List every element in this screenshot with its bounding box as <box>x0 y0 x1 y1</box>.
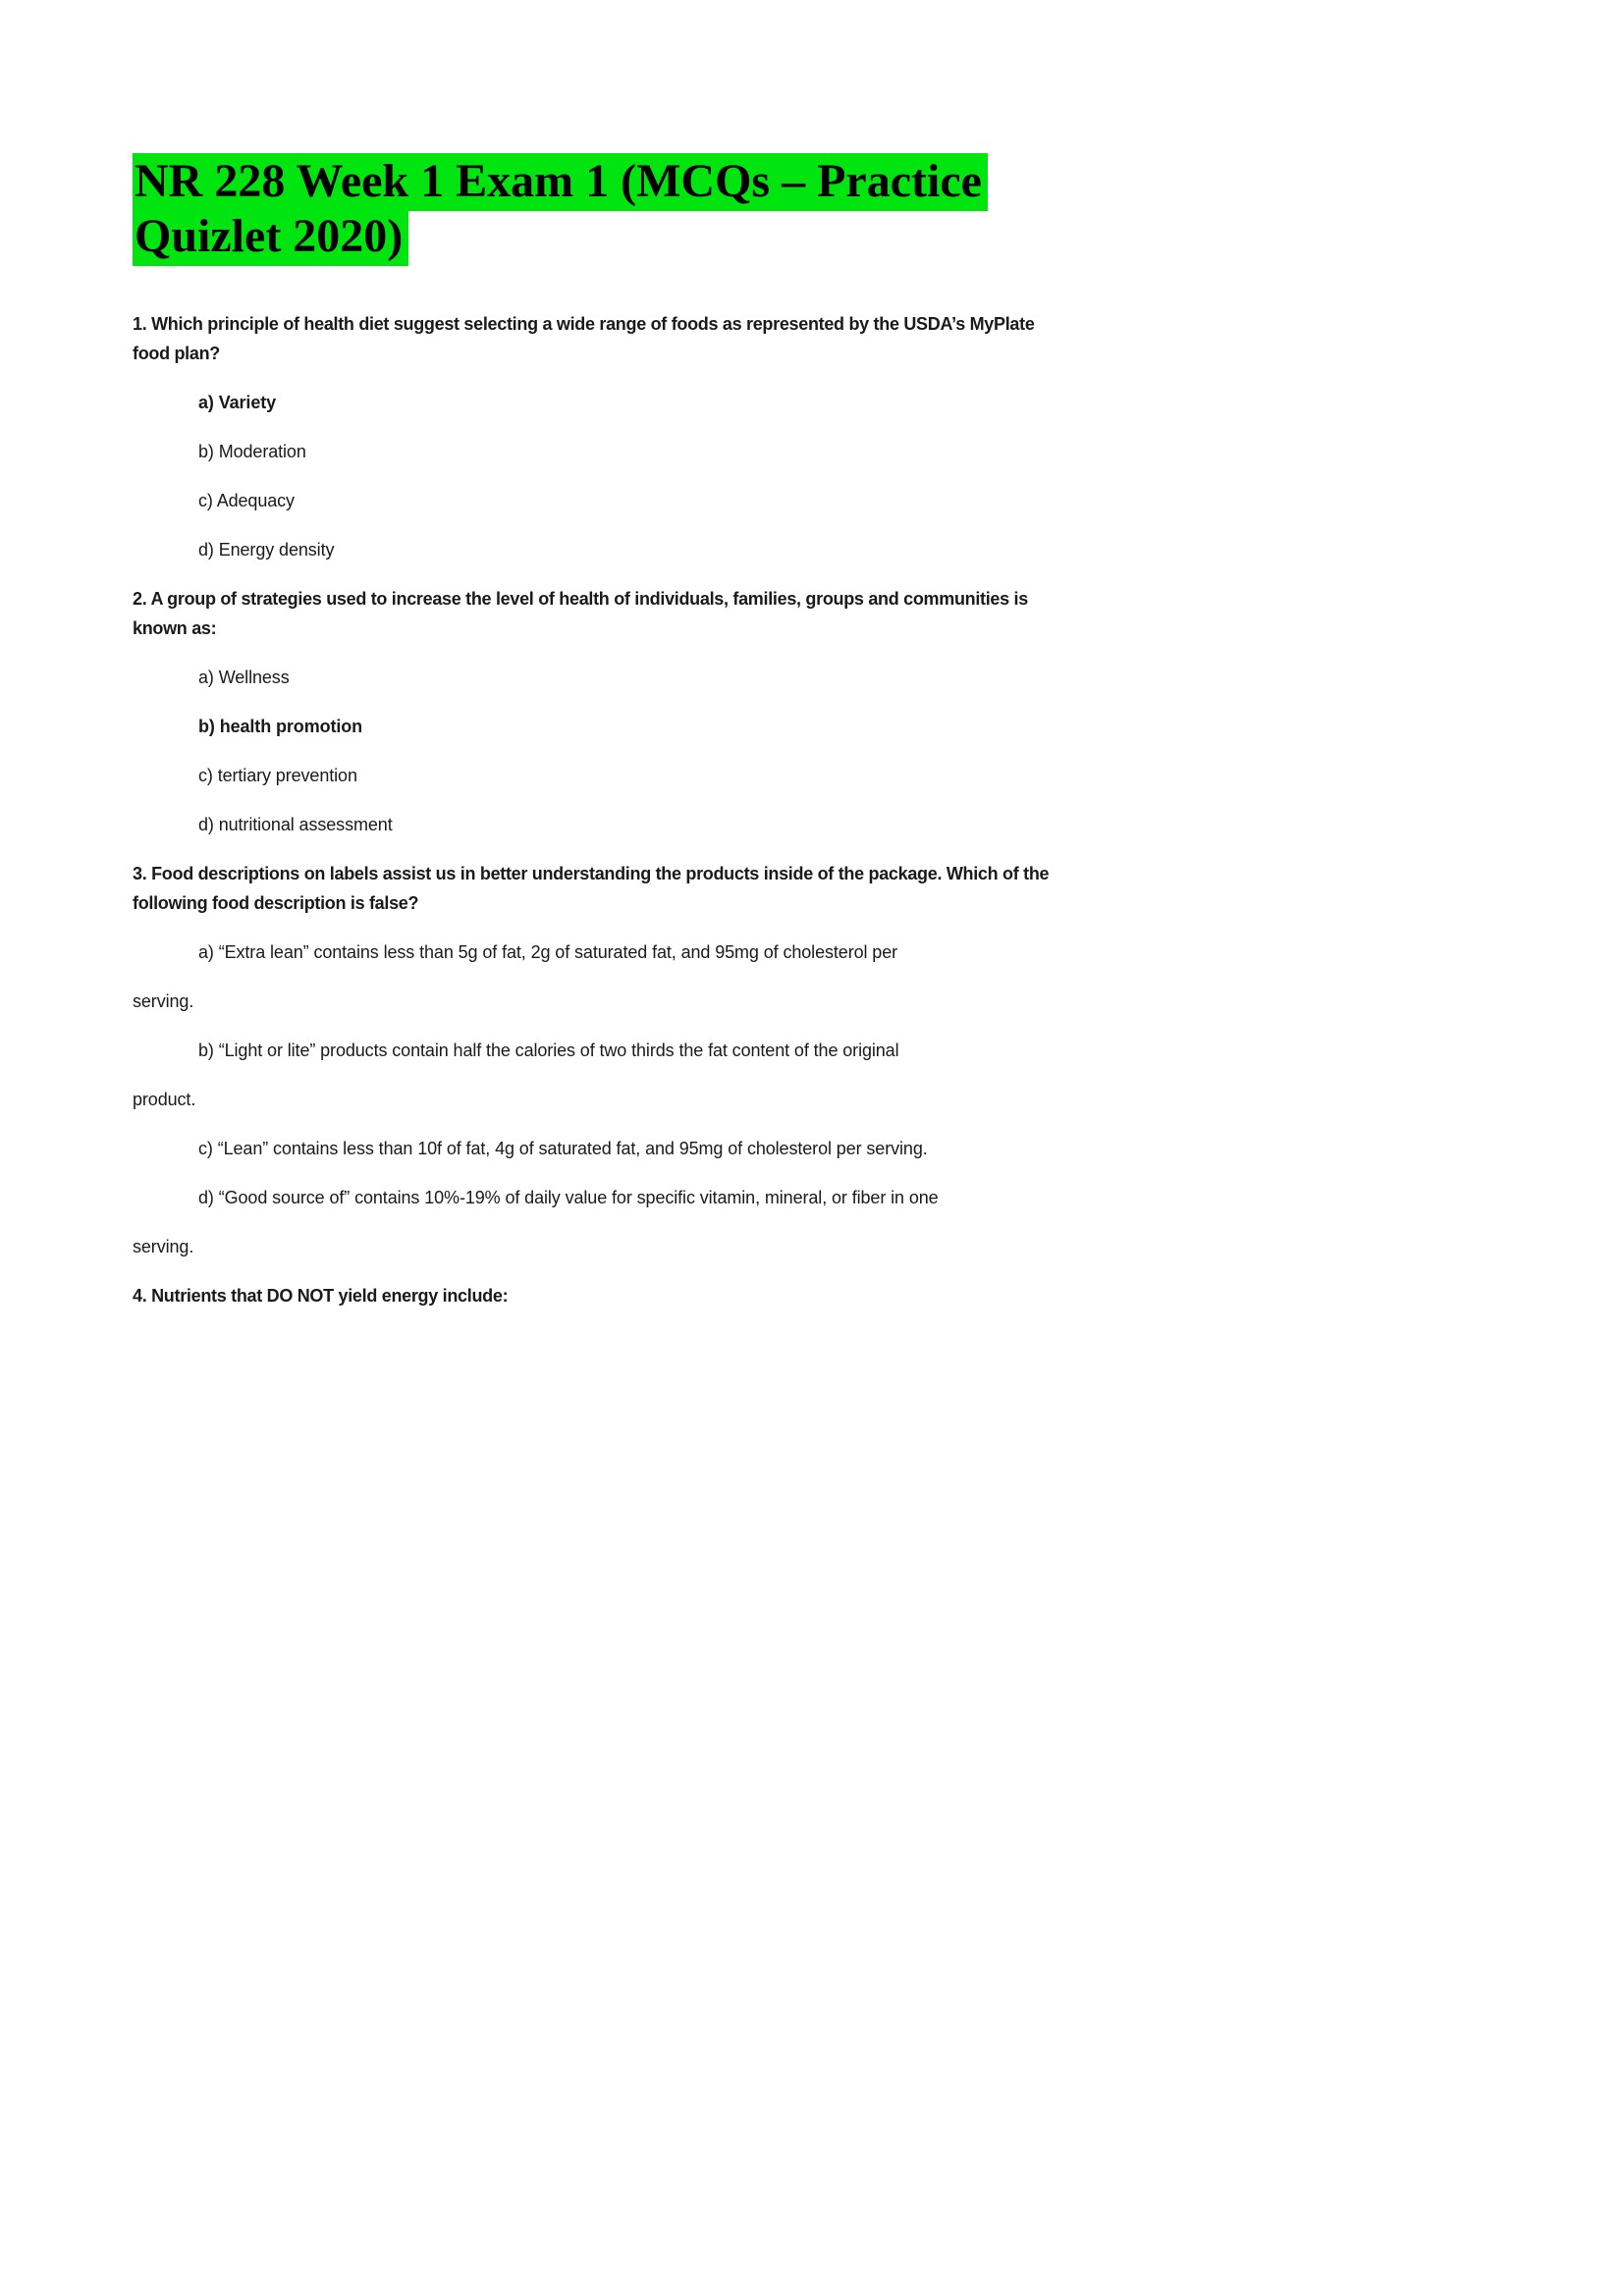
answer-option: a) “Extra lean” contains less than 5g of fat, 2g of saturated fat, and 95mg of cholesterol per <box>198 942 898 963</box>
question-block-2 <box>133 584 1067 839</box>
answer-option-continuation: product. <box>133 1090 196 1110</box>
answer-option: b) health promotion <box>198 717 363 737</box>
answer-option-continuation: serving. <box>133 1237 194 1257</box>
answer-option: d) Energy density <box>198 540 335 561</box>
question-block-4 <box>133 1281 1067 1310</box>
question-block-1 <box>133 309 1067 564</box>
answer-option-continuation: serving. <box>133 991 194 1012</box>
answer-option: a) Variety <box>198 393 277 413</box>
answer-option: c) Adequacy <box>198 491 295 511</box>
answer-option: d) nutritional assessment <box>198 815 393 835</box>
document-title <box>133 154 1067 264</box>
question-text: 3. Food descriptions on labels assist us in better understanding the products inside of the package. Which of the following food description is false? <box>133 864 1050 914</box>
answer-option: a) Wellness <box>198 667 290 688</box>
answer-option: c) “Lean” contains less than 10f of fat, 4g of saturated fat, and 95mg of cholesterol per serving. <box>198 1139 928 1159</box>
question-block-3 <box>133 859 1067 1261</box>
answer-option: d) “Good source of” contains 10%-19% of daily value for specific vitamin, mineral, or fiber in one <box>198 1188 939 1208</box>
question-text: 4. Nutrients that DO NOT yield energy include: <box>133 1286 509 1307</box>
answer-option: b) Moderation <box>198 442 306 462</box>
title-highlight-text: NR 228 Week 1 Exam 1 (MCQs – Practice Quizlet 2020) <box>133 153 988 266</box>
question-text: 2. A group of strategies used to increase the level of health of individuals, families, groups and communities is known as: <box>133 589 1028 639</box>
question-text: 1. Which principle of health diet suggest selecting a wide range of foods as represented by the USDA’s MyPlate food plan? <box>133 314 1035 364</box>
answer-option: c) tertiary prevention <box>198 766 357 786</box>
answer-option: b) “Light or lite” products contain half the calories of two thirds the fat content of the original <box>198 1041 899 1061</box>
document-page <box>133 154 1067 1330</box>
